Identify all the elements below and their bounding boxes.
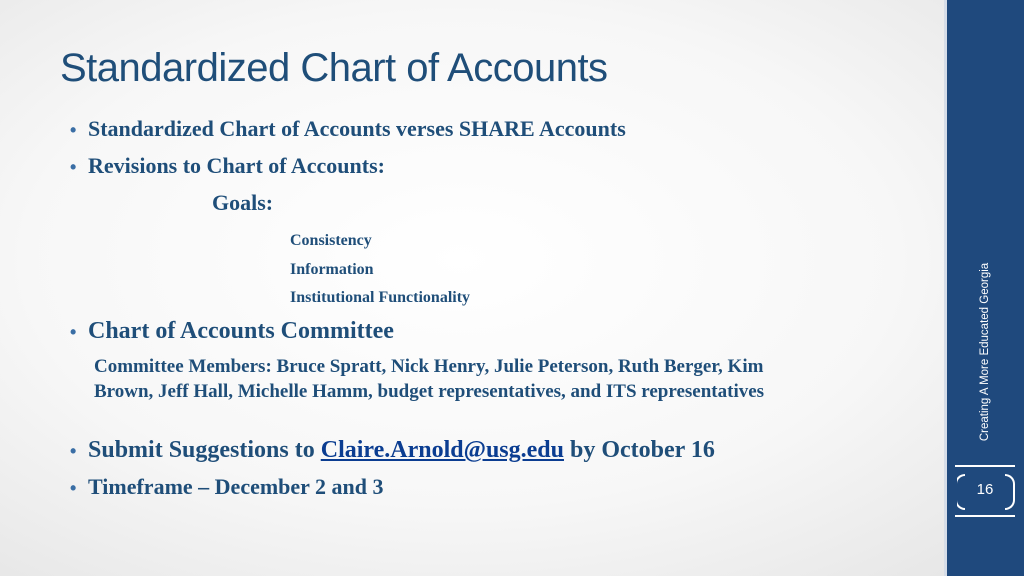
email-link[interactable]: Claire.Arnold@usg.edu bbox=[320, 437, 564, 463]
bullet-icon: • bbox=[70, 157, 77, 177]
page-number: 16 bbox=[976, 481, 994, 498]
bullet-item bbox=[70, 318, 394, 345]
bullet-item bbox=[70, 474, 384, 500]
bullet-icon: • bbox=[70, 322, 77, 342]
bullet-item bbox=[70, 116, 626, 142]
bullet-text: by October 16 bbox=[569, 437, 715, 463]
slide-title: Standardized Chart of Accounts bbox=[60, 46, 608, 90]
goals-label: Goals: bbox=[212, 190, 274, 215]
bullet-item bbox=[70, 437, 715, 464]
committee-members: Committee Members: Bruce Spratt, Nick Henry, Julie Peterson, Ruth Berger, Kim Brown, Jeff Hall, Michelle Hamm, budget representatives, and ITS representatives bbox=[94, 356, 765, 402]
bullet-text: Submit Suggestions to bbox=[88, 437, 315, 463]
bullet-text: Revisions to Chart of Accounts: bbox=[88, 153, 385, 178]
goal-item: Institutional Functionality bbox=[290, 289, 471, 306]
goal-item: Information bbox=[290, 261, 374, 278]
bullet-icon: • bbox=[70, 478, 77, 498]
bullet-text: Standardized Chart of Accounts verses SHARE Accounts bbox=[88, 116, 626, 141]
bullet-item bbox=[70, 153, 385, 179]
bullet-icon: • bbox=[70, 120, 77, 140]
sidebar-tagline: Creating A More Educated Georgia bbox=[979, 262, 991, 442]
page-number-box bbox=[955, 465, 1015, 517]
goal-item: Consistency bbox=[290, 232, 372, 249]
bullet-text: Chart of Accounts Committee bbox=[88, 318, 394, 344]
bullet-icon: • bbox=[70, 441, 77, 461]
bullet-text: Timeframe – December 2 and 3 bbox=[88, 474, 384, 499]
